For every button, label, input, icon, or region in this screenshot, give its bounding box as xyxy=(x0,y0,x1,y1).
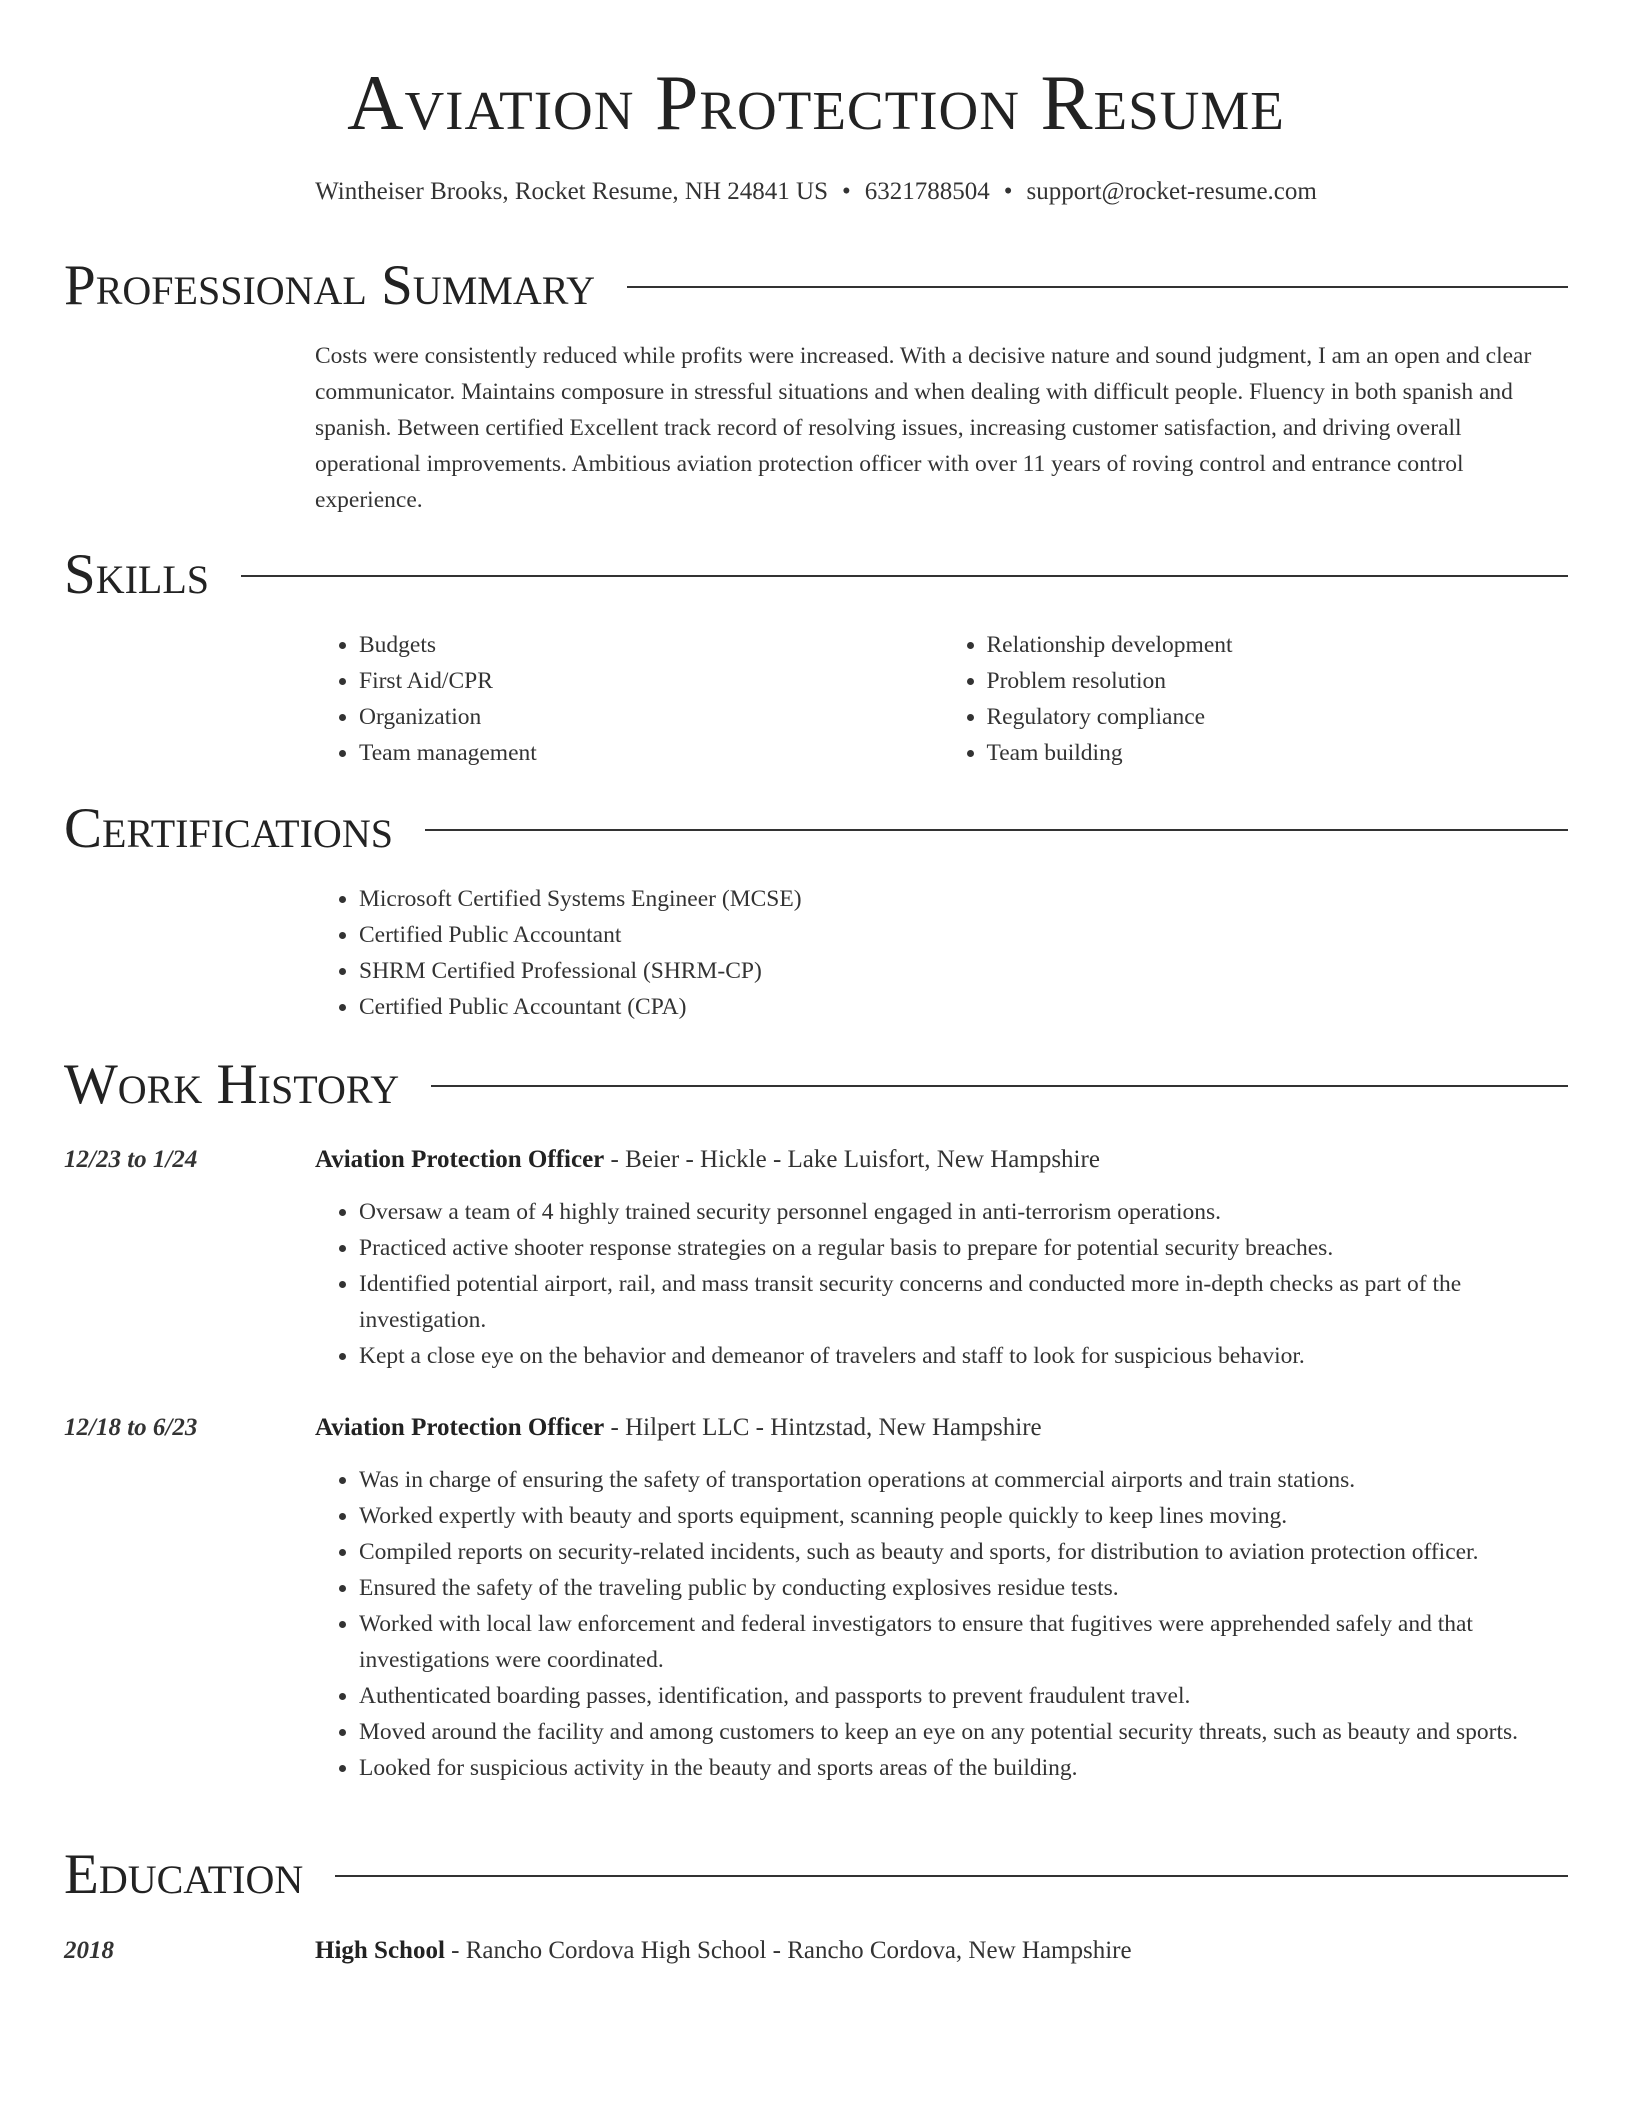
education-line xyxy=(315,1934,1570,1968)
skills-grid xyxy=(315,627,1570,771)
job-bullet: • Oversaw a team of 4 highly trained security personnel engaged in anti-terrorism operations. xyxy=(359,1194,1570,1230)
summary-text: Costs were consistently reduced while profits were increased. With a decisive nature and sound judgment, I am an open and clear communicator. Maintains composure in stressful situations and when dealing with difficult people. Fluency in both spanish and spanish. Between certified Excellent track record of resolving issues, increasing customer satisfaction, and driving overall operational improvements. Ambitious aviation protection officer with over 11 years of roving control and entrance control experience. xyxy=(315,343,1532,513)
education-heading: Education xyxy=(64,1843,304,1906)
job-bullet: • Moved around the facility and among customers to keep an eye on any potential security threats, such as beauty and sports. xyxy=(359,1714,1570,1750)
skill-item: • Regulatory compliance xyxy=(987,699,1571,735)
contact-address: Wintheiser Brooks, Rocket Resume, NH 24841 US xyxy=(315,178,828,205)
job-dates: 12/18 to 6/23 xyxy=(64,1414,198,1441)
job-bullets xyxy=(315,1462,1570,1786)
work-section-header xyxy=(64,1053,1568,1117)
section-divider xyxy=(335,1875,1568,1877)
contact-email: support@rocket-resume.com xyxy=(1026,178,1317,205)
job-dates: 12/23 to 1/24 xyxy=(64,1146,198,1173)
certification-item: • Microsoft Certified Systems Engineer (MCSE) xyxy=(359,881,1570,917)
skill-item: • First Aid/CPR xyxy=(359,663,943,699)
job-header xyxy=(315,1143,1570,1177)
skill-item: • Team building xyxy=(987,735,1571,771)
skills-block xyxy=(315,627,1570,771)
job-title: Aviation Protection Officer xyxy=(315,1414,605,1441)
certification-item: • SHRM Certified Professional (SHRM-CP) xyxy=(359,953,1570,989)
job-bullet: • Compiled reports on security-related incidents, such as beauty and sports, for distribution to aviation protection officer. xyxy=(359,1534,1570,1570)
skill-item: • Relationship development xyxy=(987,627,1571,663)
job-employer: - Hilpert LLC - Hintzstad, New Hampshire xyxy=(604,1414,1042,1441)
education-degree: High School xyxy=(315,1937,445,1964)
job-entry xyxy=(315,1411,1570,1786)
section-divider xyxy=(425,829,1568,831)
certifications-section-header xyxy=(64,797,1568,861)
certifications-block xyxy=(315,881,1570,1025)
section-divider xyxy=(431,1085,1568,1087)
job-header xyxy=(315,1411,1570,1445)
job-employer: - Beier - Hickle - Lake Luisfort, New Hampshire xyxy=(604,1146,1100,1173)
job-title: Aviation Protection Officer xyxy=(315,1146,605,1173)
job-bullet: • Was in charge of ensuring the safety of transportation operations at commercial airports and train stations. xyxy=(359,1462,1570,1498)
job-bullet: • Identified potential airport, rail, and mass transit security concerns and conducted more in-depth checks as part of the investigation. xyxy=(359,1266,1570,1338)
education-school: - Rancho Cordova High School - Rancho Cordova, New Hampshire xyxy=(444,1937,1132,1964)
job-bullet: • Worked expertly with beauty and sports equipment, scanning people quickly to keep lines moving. xyxy=(359,1498,1570,1534)
skills-section-header xyxy=(64,543,1568,607)
job-entry xyxy=(315,1143,1570,1374)
certifications-heading: Certifications xyxy=(64,797,393,860)
skill-item: • Problem resolution xyxy=(987,663,1571,699)
summary-section-header xyxy=(64,254,1568,318)
skills-list-left xyxy=(315,627,943,771)
work-heading: Work History xyxy=(64,1053,400,1116)
skill-item: • Budgets xyxy=(359,627,943,663)
contact-line xyxy=(0,175,1632,209)
education-section-header xyxy=(64,1843,1568,1907)
contact-separator: • xyxy=(1003,178,1013,205)
education-entry xyxy=(315,1934,1570,1968)
job-bullet: • Authenticated boarding passes, identification, and passports to prevent fraudulent travel. xyxy=(359,1678,1570,1714)
job-bullet: • Worked with local law enforcement and federal investigators to ensure that fugitives were apprehended safely and that investigations were coordinated. xyxy=(359,1606,1570,1678)
skill-item: • Team management xyxy=(359,735,943,771)
summary-block xyxy=(315,338,1570,518)
certifications-list xyxy=(315,881,1570,1025)
section-divider xyxy=(627,286,1568,288)
certification-item: • Certified Public Accountant (CPA) xyxy=(359,989,1570,1025)
contact-separator: • xyxy=(842,178,851,205)
certification-item: • Certified Public Accountant xyxy=(359,917,1570,953)
resume-title: Aviation Protection Resume xyxy=(347,59,1285,146)
skills-list-right xyxy=(943,627,1571,771)
skills-heading: Skills xyxy=(64,543,210,606)
skill-item: • Organization xyxy=(359,699,943,735)
job-bullet: • Ensured the safety of the traveling public by conducting explosives residue tests. xyxy=(359,1570,1570,1606)
education-year: 2018 xyxy=(64,1937,114,1964)
summary-heading: Professional Summary xyxy=(64,254,596,317)
job-bullet: • Kept a close eye on the behavior and demeanor of travelers and staff to look for suspicious behavior. xyxy=(359,1338,1570,1374)
section-divider xyxy=(241,575,1568,577)
contact-phone: 6321788504 xyxy=(864,178,990,205)
job-bullets xyxy=(315,1194,1570,1374)
job-bullet: • Looked for suspicious activity in the beauty and sports areas of the building. xyxy=(359,1750,1570,1786)
job-bullet: • Practiced active shooter response strategies on a regular basis to prepare for potential security breaches. xyxy=(359,1230,1570,1266)
